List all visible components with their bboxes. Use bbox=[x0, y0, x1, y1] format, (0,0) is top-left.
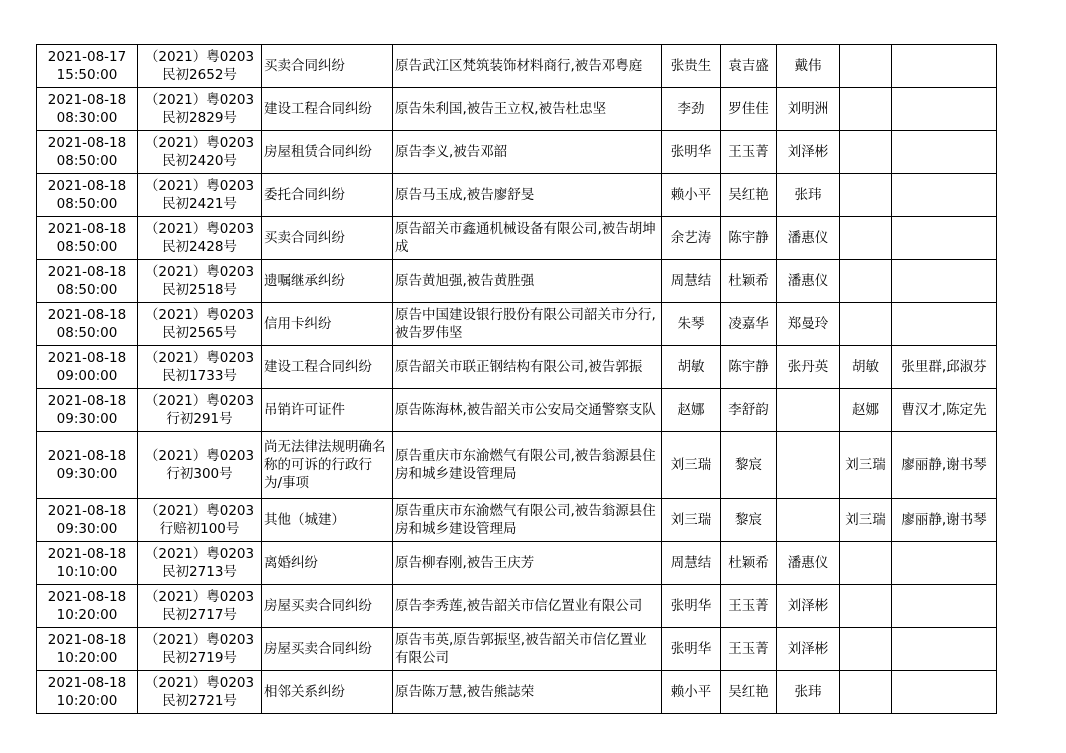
table-row bbox=[37, 628, 997, 671]
case-number-suffix: 民初2652号 bbox=[162, 67, 237, 83]
member-cell bbox=[777, 260, 840, 303]
datetime-cell bbox=[37, 217, 138, 260]
hearing-time: 08:50:00 bbox=[56, 282, 118, 298]
court-clerk: 吴红艳 bbox=[728, 187, 769, 203]
case-number-prefix: （2021）粤0203 bbox=[144, 92, 255, 108]
case-number-suffix: 民初2719号 bbox=[162, 650, 237, 666]
datetime-cell bbox=[37, 389, 138, 432]
cause-cell bbox=[262, 88, 393, 131]
member-cell bbox=[777, 585, 840, 628]
datetime-cell bbox=[37, 346, 138, 389]
hearing-date: 2021-08-17 bbox=[47, 49, 127, 65]
case-parties: 原告李秀莲,被告韶关市信亿置业有限公司 bbox=[395, 598, 643, 614]
case-number-prefix: （2021）粤0203 bbox=[144, 264, 255, 280]
judge2-cell bbox=[840, 174, 892, 217]
case-number-cell bbox=[138, 303, 262, 346]
case-number-suffix: 民初1733号 bbox=[162, 368, 237, 384]
member-cell bbox=[777, 499, 840, 542]
judge-cell bbox=[662, 260, 721, 303]
parties-cell bbox=[393, 389, 662, 432]
case-number-prefix: （2021）粤0203 bbox=[144, 632, 255, 648]
member2-cell bbox=[892, 389, 997, 432]
table-row bbox=[37, 131, 997, 174]
presiding-judge: 李劲 bbox=[677, 101, 705, 117]
case-number-prefix: （2021）粤0203 bbox=[144, 675, 255, 691]
datetime-cell bbox=[37, 671, 138, 714]
table-row bbox=[37, 671, 997, 714]
table-row bbox=[37, 88, 997, 131]
member2-cell bbox=[892, 346, 997, 389]
case-number-prefix: （2021）粤0203 bbox=[144, 221, 255, 237]
clerk-cell bbox=[721, 432, 777, 499]
case-number-prefix: （2021）粤0203 bbox=[144, 503, 255, 519]
presiding-judge: 张贵生 bbox=[670, 58, 712, 74]
court-clerk: 杜颖希 bbox=[728, 273, 769, 289]
case-number-suffix: 民初2713号 bbox=[162, 564, 237, 580]
judge2-cell bbox=[840, 88, 892, 131]
datetime-cell bbox=[37, 542, 138, 585]
case-number-prefix: （2021）粤0203 bbox=[144, 307, 255, 323]
hearing-time: 08:50:00 bbox=[56, 325, 118, 341]
judge2-cell bbox=[840, 671, 892, 714]
cause-cell bbox=[262, 217, 393, 260]
panel-member: 潘惠仪 bbox=[787, 230, 829, 246]
case-parties: 原告陈万慧,被告熊誌荣 bbox=[395, 684, 535, 700]
hearing-time: 08:50:00 bbox=[56, 239, 118, 255]
presiding-judge: 周慧结 bbox=[670, 555, 712, 571]
case-number-suffix: 民初2518号 bbox=[162, 282, 237, 298]
parties-cell bbox=[393, 671, 662, 714]
court-clerk: 吴红艳 bbox=[728, 684, 769, 700]
table-body bbox=[37, 45, 997, 714]
panel-judge: 刘三瑞 bbox=[845, 457, 886, 473]
hearing-date: 2021-08-18 bbox=[47, 307, 127, 323]
case-number-suffix: 民初2421号 bbox=[162, 196, 237, 212]
case-number-prefix: （2021）粤0203 bbox=[144, 49, 255, 65]
member-cell bbox=[777, 432, 840, 499]
case-parties: 原告韶关市鑫通机械设备有限公司,被告胡坤成 bbox=[395, 221, 656, 255]
case-number-suffix: 民初2565号 bbox=[162, 325, 237, 341]
case-number-suffix: 行赔初100号 bbox=[159, 521, 240, 537]
case-number-prefix: （2021）粤0203 bbox=[144, 448, 255, 464]
panel-member: 刘明洲 bbox=[787, 101, 829, 117]
member-cell bbox=[777, 303, 840, 346]
hearing-time: 09:30:00 bbox=[56, 521, 118, 537]
judge-cell bbox=[662, 88, 721, 131]
case-number-cell bbox=[138, 542, 262, 585]
case-parties: 原告李义,被告邓韶 bbox=[395, 144, 508, 160]
court-clerk: 黎宸 bbox=[735, 457, 762, 473]
member2-cell bbox=[892, 88, 997, 131]
parties-cell bbox=[393, 628, 662, 671]
cause-cell bbox=[262, 45, 393, 88]
table-row bbox=[37, 389, 997, 432]
case-number-prefix: （2021）粤0203 bbox=[144, 178, 255, 194]
clerk-cell bbox=[721, 628, 777, 671]
cause-cell bbox=[262, 542, 393, 585]
hearing-time: 08:30:00 bbox=[56, 110, 118, 126]
member2-cell bbox=[892, 45, 997, 88]
hearing-time: 10:20:00 bbox=[56, 693, 118, 709]
presiding-judge: 赖小平 bbox=[670, 187, 712, 203]
cause-cell bbox=[262, 389, 393, 432]
judge-cell bbox=[662, 585, 721, 628]
court-clerk: 袁吉盛 bbox=[728, 58, 769, 74]
hearing-date: 2021-08-18 bbox=[47, 350, 127, 366]
case-number-prefix: （2021）粤0203 bbox=[144, 589, 255, 605]
hearing-date: 2021-08-18 bbox=[47, 546, 127, 562]
table-row bbox=[37, 217, 997, 260]
judge2-cell bbox=[840, 432, 892, 499]
member-cell bbox=[777, 542, 840, 585]
case-number-cell bbox=[138, 432, 262, 499]
parties-cell bbox=[393, 432, 662, 499]
presiding-judge: 张明华 bbox=[670, 641, 712, 657]
case-cause: 相邻关系纠纷 bbox=[264, 684, 345, 700]
judge2-cell bbox=[840, 45, 892, 88]
judge-cell bbox=[662, 303, 721, 346]
table-row bbox=[37, 585, 997, 628]
court-clerk: 黎宸 bbox=[735, 512, 762, 528]
parties-cell bbox=[393, 217, 662, 260]
parties-cell bbox=[393, 303, 662, 346]
hearing-date: 2021-08-18 bbox=[47, 589, 127, 605]
parties-cell bbox=[393, 174, 662, 217]
court-clerk: 凌嘉华 bbox=[728, 316, 769, 332]
datetime-cell bbox=[37, 131, 138, 174]
datetime-cell bbox=[37, 432, 138, 499]
court-clerk: 罗佳佳 bbox=[728, 101, 769, 117]
panel-member: 张玮 bbox=[794, 187, 822, 203]
hearing-time: 10:10:00 bbox=[56, 564, 118, 580]
court-clerk: 王玉菁 bbox=[728, 144, 769, 160]
judge-cell bbox=[662, 174, 721, 217]
judge2-cell bbox=[840, 260, 892, 303]
hearing-time: 15:50:00 bbox=[56, 67, 118, 83]
case-parties: 原告重庆市东渝燃气有限公司,被告翁源县住房和城乡建设管理局 bbox=[395, 448, 656, 482]
presiding-judge: 刘三瑞 bbox=[670, 457, 712, 473]
panel-assessors: 曹汉才,陈定先 bbox=[901, 402, 987, 418]
case-number-cell bbox=[138, 389, 262, 432]
member-cell bbox=[777, 131, 840, 174]
presiding-judge: 余艺涛 bbox=[670, 230, 712, 246]
case-cause: 买卖合同纠纷 bbox=[264, 230, 345, 246]
datetime-cell bbox=[37, 88, 138, 131]
panel-assessors: 廖丽静,谢书琴 bbox=[901, 457, 987, 473]
judge-cell bbox=[662, 346, 721, 389]
cause-cell bbox=[262, 260, 393, 303]
member-cell bbox=[777, 628, 840, 671]
case-cause: 房屋租赁合同纠纷 bbox=[264, 144, 372, 160]
table-row bbox=[37, 45, 997, 88]
hearing-date: 2021-08-18 bbox=[47, 264, 127, 280]
parties-cell bbox=[393, 499, 662, 542]
hearing-date: 2021-08-18 bbox=[47, 92, 127, 108]
presiding-judge: 胡敏 bbox=[677, 359, 705, 375]
member2-cell bbox=[892, 131, 997, 174]
case-cause: 买卖合同纠纷 bbox=[264, 58, 345, 74]
judge-cell bbox=[662, 671, 721, 714]
clerk-cell bbox=[721, 88, 777, 131]
judge2-cell bbox=[840, 585, 892, 628]
judge-cell bbox=[662, 45, 721, 88]
hearing-time: 10:20:00 bbox=[56, 650, 118, 666]
cause-cell bbox=[262, 432, 393, 499]
case-number-cell bbox=[138, 88, 262, 131]
table-row bbox=[37, 432, 997, 499]
court-clerk: 陈宇静 bbox=[728, 359, 769, 375]
clerk-cell bbox=[721, 346, 777, 389]
hearing-date: 2021-08-18 bbox=[47, 503, 127, 519]
panel-judge: 胡敏 bbox=[852, 359, 879, 375]
datetime-cell bbox=[37, 585, 138, 628]
case-number-suffix: 民初2721号 bbox=[162, 693, 237, 709]
judge-cell bbox=[662, 131, 721, 174]
clerk-cell bbox=[721, 499, 777, 542]
judge-cell bbox=[662, 542, 721, 585]
judge-cell bbox=[662, 499, 721, 542]
court-clerk: 杜颖希 bbox=[728, 555, 769, 571]
hearing-time: 09:30:00 bbox=[56, 411, 118, 427]
member2-cell bbox=[892, 585, 997, 628]
parties-cell bbox=[393, 585, 662, 628]
case-number-suffix: 民初2829号 bbox=[162, 110, 237, 126]
case-cause: 建设工程合同纠纷 bbox=[264, 359, 372, 375]
panel-member: 潘惠仪 bbox=[787, 273, 829, 289]
case-cause: 尚无法律法规明确名称的可诉的行政行为/事项 bbox=[264, 439, 386, 491]
clerk-cell bbox=[721, 217, 777, 260]
member2-cell bbox=[892, 432, 997, 499]
case-parties: 原告马玉成,被告廖舒旻 bbox=[395, 187, 535, 203]
case-number-cell bbox=[138, 260, 262, 303]
case-number-cell bbox=[138, 45, 262, 88]
member-cell bbox=[777, 45, 840, 88]
member-cell bbox=[777, 174, 840, 217]
parties-cell bbox=[393, 131, 662, 174]
panel-member: 张玮 bbox=[794, 684, 822, 700]
member2-cell bbox=[892, 499, 997, 542]
datetime-cell bbox=[37, 174, 138, 217]
presiding-judge: 赖小平 bbox=[670, 684, 712, 700]
presiding-judge: 张明华 bbox=[670, 598, 712, 614]
case-parties: 原告陈海林,被告韶关市公安局交通警察支队 bbox=[395, 402, 656, 418]
case-parties: 原告中国建设银行股份有限公司韶关市分行,被告罗伟坚 bbox=[395, 307, 656, 341]
table-row bbox=[37, 346, 997, 389]
judge2-cell bbox=[840, 628, 892, 671]
clerk-cell bbox=[721, 542, 777, 585]
court-clerk: 王玉菁 bbox=[728, 641, 769, 657]
hearing-time: 09:00:00 bbox=[56, 368, 118, 384]
judge2-cell bbox=[840, 131, 892, 174]
hearing-date: 2021-08-18 bbox=[47, 221, 127, 237]
hearing-date: 2021-08-18 bbox=[47, 135, 127, 151]
datetime-cell bbox=[37, 45, 138, 88]
judge-cell bbox=[662, 628, 721, 671]
clerk-cell bbox=[721, 260, 777, 303]
datetime-cell bbox=[37, 628, 138, 671]
case-parties: 原告韦英,原告郭振坚,被告韶关市信亿置业有限公司 bbox=[395, 632, 647, 666]
panel-member: 张丹英 bbox=[787, 359, 829, 375]
cause-cell bbox=[262, 671, 393, 714]
cause-cell bbox=[262, 585, 393, 628]
clerk-cell bbox=[721, 585, 777, 628]
member2-cell bbox=[892, 303, 997, 346]
datetime-cell bbox=[37, 499, 138, 542]
parties-cell bbox=[393, 346, 662, 389]
panel-judge: 刘三瑞 bbox=[845, 512, 886, 528]
parties-cell bbox=[393, 45, 662, 88]
clerk-cell bbox=[721, 174, 777, 217]
hearing-date: 2021-08-18 bbox=[47, 675, 127, 691]
clerk-cell bbox=[721, 45, 777, 88]
case-cause: 建设工程合同纠纷 bbox=[264, 101, 372, 117]
panel-member: 潘惠仪 bbox=[787, 555, 829, 571]
judge-cell bbox=[662, 432, 721, 499]
member2-cell bbox=[892, 174, 997, 217]
case-parties: 原告黄旭强,被告黄胜强 bbox=[395, 273, 535, 289]
cause-cell bbox=[262, 131, 393, 174]
hearing-time: 08:50:00 bbox=[56, 153, 118, 169]
cause-cell bbox=[262, 628, 393, 671]
member2-cell bbox=[892, 542, 997, 585]
case-cause: 遗嘱继承纠纷 bbox=[264, 273, 345, 289]
court-clerk: 王玉菁 bbox=[728, 598, 769, 614]
table-row bbox=[37, 174, 997, 217]
member2-cell bbox=[892, 217, 997, 260]
case-number-suffix: 民初2428号 bbox=[162, 239, 237, 255]
presiding-judge: 刘三瑞 bbox=[670, 512, 712, 528]
case-number-prefix: （2021）粤0203 bbox=[144, 135, 255, 151]
case-number-cell bbox=[138, 585, 262, 628]
case-number-cell bbox=[138, 671, 262, 714]
panel-judge: 赵娜 bbox=[852, 402, 879, 418]
case-parties: 原告重庆市东渝燃气有限公司,被告翁源县住房和城乡建设管理局 bbox=[395, 503, 656, 537]
case-cause: 离婚纠纷 bbox=[264, 555, 318, 571]
case-parties: 原告朱利国,被告王立权,被告杜忠坚 bbox=[395, 101, 607, 117]
case-cause: 吊销许可证件 bbox=[264, 402, 345, 418]
clerk-cell bbox=[721, 671, 777, 714]
case-cause: 房屋买卖合同纠纷 bbox=[264, 598, 372, 614]
parties-cell bbox=[393, 542, 662, 585]
case-number-cell bbox=[138, 628, 262, 671]
judge-cell bbox=[662, 217, 721, 260]
clerk-cell bbox=[721, 131, 777, 174]
judge2-cell bbox=[840, 389, 892, 432]
parties-cell bbox=[393, 260, 662, 303]
hearing-time: 10:20:00 bbox=[56, 607, 118, 623]
member-cell bbox=[777, 88, 840, 131]
judge2-cell bbox=[840, 499, 892, 542]
case-number-cell bbox=[138, 174, 262, 217]
case-number-cell bbox=[138, 217, 262, 260]
panel-member: 刘泽彬 bbox=[787, 641, 829, 657]
member2-cell bbox=[892, 671, 997, 714]
hearing-time: 09:30:00 bbox=[56, 466, 118, 482]
case-parties: 原告武江区梵筑装饰材料商行,被告邓粤庭 bbox=[395, 58, 643, 74]
hearing-schedule-table bbox=[36, 44, 997, 714]
datetime-cell bbox=[37, 303, 138, 346]
judge2-cell bbox=[840, 303, 892, 346]
court-clerk: 陈宇静 bbox=[728, 230, 769, 246]
case-number-prefix: （2021）粤0203 bbox=[144, 393, 255, 409]
presiding-judge: 赵娜 bbox=[677, 402, 705, 418]
case-cause: 信用卡纠纷 bbox=[264, 316, 332, 332]
case-number-cell bbox=[138, 131, 262, 174]
cause-cell bbox=[262, 174, 393, 217]
member-cell bbox=[777, 389, 840, 432]
judge2-cell bbox=[840, 217, 892, 260]
panel-member: 刘泽彬 bbox=[787, 144, 829, 160]
table-row bbox=[37, 260, 997, 303]
case-number-suffix: 行初300号 bbox=[166, 466, 233, 482]
table-row bbox=[37, 303, 997, 346]
hearing-date: 2021-08-18 bbox=[47, 448, 127, 464]
case-number-cell bbox=[138, 346, 262, 389]
cause-cell bbox=[262, 346, 393, 389]
clerk-cell bbox=[721, 389, 777, 432]
hearing-date: 2021-08-18 bbox=[47, 178, 127, 194]
case-parties: 原告柳春刚,被告王庆芳 bbox=[395, 555, 535, 571]
hearing-date: 2021-08-18 bbox=[47, 393, 127, 409]
presiding-judge: 朱琴 bbox=[677, 316, 705, 332]
clerk-cell bbox=[721, 303, 777, 346]
member-cell bbox=[777, 217, 840, 260]
case-cause: 其他（城建） bbox=[264, 512, 345, 528]
member2-cell bbox=[892, 628, 997, 671]
cause-cell bbox=[262, 303, 393, 346]
member-cell bbox=[777, 346, 840, 389]
case-number-cell bbox=[138, 499, 262, 542]
judge-cell bbox=[662, 389, 721, 432]
case-cause: 房屋买卖合同纠纷 bbox=[264, 641, 372, 657]
case-cause: 委托合同纠纷 bbox=[264, 187, 345, 203]
parties-cell bbox=[393, 88, 662, 131]
panel-member: 刘泽彬 bbox=[787, 598, 829, 614]
case-number-prefix: （2021）粤0203 bbox=[144, 350, 255, 366]
cause-cell bbox=[262, 499, 393, 542]
case-parties: 原告韶关市联正钢结构有限公司,被告郭振 bbox=[395, 359, 643, 375]
case-number-suffix: 民初2717号 bbox=[162, 607, 237, 623]
datetime-cell bbox=[37, 260, 138, 303]
judge2-cell bbox=[840, 346, 892, 389]
case-number-prefix: （2021）粤0203 bbox=[144, 546, 255, 562]
case-number-suffix: 行初291号 bbox=[166, 411, 233, 427]
panel-assessors: 廖丽静,谢书琴 bbox=[901, 512, 987, 528]
member-cell bbox=[777, 671, 840, 714]
presiding-judge: 张明华 bbox=[670, 144, 712, 160]
panel-member: 戴伟 bbox=[794, 58, 822, 74]
presiding-judge: 周慧结 bbox=[670, 273, 712, 289]
hearing-time: 08:50:00 bbox=[56, 196, 118, 212]
member2-cell bbox=[892, 260, 997, 303]
court-clerk: 李舒韵 bbox=[728, 402, 769, 418]
judge2-cell bbox=[840, 542, 892, 585]
table-row bbox=[37, 499, 997, 542]
panel-assessors: 张里群,邱淑芬 bbox=[901, 359, 987, 375]
table-row bbox=[37, 542, 997, 585]
panel-member: 郑曼玲 bbox=[787, 316, 829, 332]
hearing-date: 2021-08-18 bbox=[47, 632, 127, 648]
case-number-suffix: 民初2420号 bbox=[162, 153, 237, 169]
